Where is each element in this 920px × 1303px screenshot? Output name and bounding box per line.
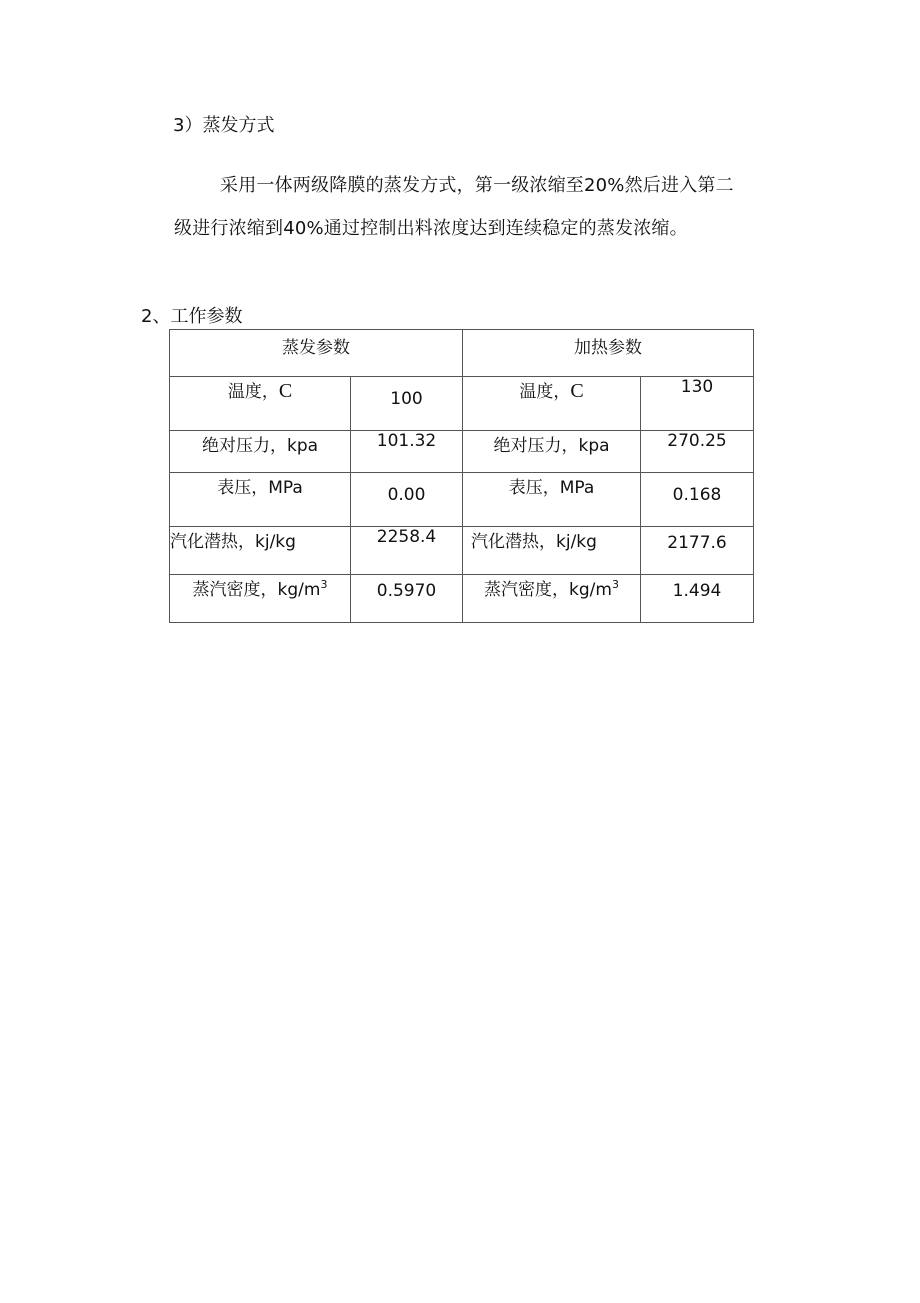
evap-gauge-pressure-label: 表压，MPa [170,473,351,527]
heat-latent-heat-value: 2177.6 [641,527,754,575]
heat-temperature-label: 温度，C [463,377,641,431]
section-2-heading: 2、工作参数 [141,306,243,327]
heat-steam-density-value: 1.494 [641,575,754,623]
heat-gauge-pressure-label: 表压，MPa [463,473,641,527]
table-header-row [170,330,754,377]
heat-gauge-pressure-value: 0.168 [641,473,754,527]
heat-steam-density-label: 蒸汽密度，$kg/m^3$ [463,575,641,623]
evap-steam-density-value: 0.5970 [351,575,463,623]
heat-absolute-pressure-label: 绝对压力，kpa [463,431,641,473]
table-row [170,377,754,431]
evap-temperature-label: 温度，C [170,377,351,431]
evaporation-method-paragraph-line-2: 级进行浓缩到40%通过控制出料浓度达到连续稳定的蒸发浓缩。 [174,218,688,239]
heat-temperature-value: 130 [641,377,754,431]
table-row [170,575,754,623]
section-3-heading: 3）蒸发方式 [173,115,275,136]
evaporation-params-header: 蒸发参数 [170,330,463,377]
evap-gauge-pressure-value: 0.00 [351,473,463,527]
evap-absolute-pressure-value: 101.32 [351,431,463,473]
table-row [170,473,754,527]
evap-latent-heat-value: 2258.4 [351,527,463,575]
heat-absolute-pressure-value: 270.25 [641,431,754,473]
evaporation-method-paragraph-line-1: 采用一体两级降膜的蒸发方式，第一级浓缩至20%然后进入第二 [220,175,734,196]
evap-latent-heat-label: 汽化潜热，kj/kg [170,527,351,575]
evap-absolute-pressure-label: 绝对压力，kpa [170,431,351,473]
evap-temperature-value: 100 [351,377,463,431]
working-parameters-table [169,329,754,623]
heating-params-header: 加热参数 [463,330,754,377]
table-row [170,431,754,473]
heat-latent-heat-label: 汽化潜热，kj/kg [463,527,641,575]
table-row [170,527,754,575]
evap-steam-density-label: 蒸汽密度，$kg/m^3$ [170,575,351,623]
